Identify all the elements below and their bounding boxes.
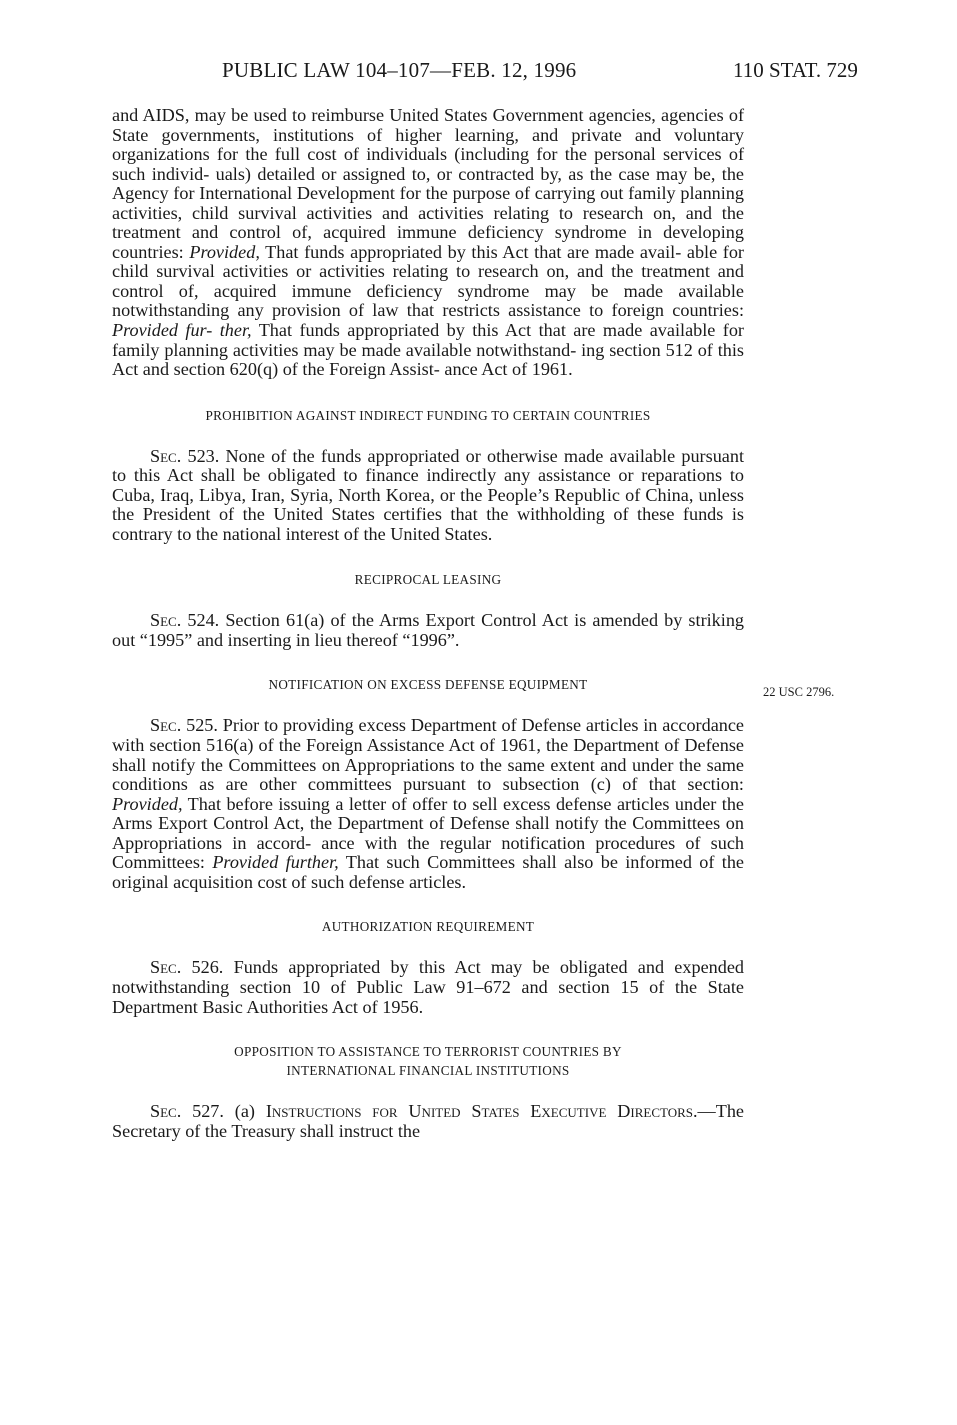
provided-further-clause: Provided fur- ther, xyxy=(112,320,252,341)
section-text: That before issuing a letter of offer to sell excess defense articles under the Arms Export Control Act, the Department of Defense shall notify the Committees on Appropriations in accord- ance with the regular notification procedures of such Committees: xyxy=(112,793,744,873)
section-heading-527-line1: OPPOSITION TO ASSISTANCE TO TERRORIST COUNTRIES BY xyxy=(234,1044,622,1060)
section-heading-524: RECIPROCAL LEASING xyxy=(354,572,502,588)
section-524 xyxy=(112,611,744,650)
paragraph-aids-continuation xyxy=(112,106,744,380)
section-heading-526: AUTHORIZATION REQUIREMENT xyxy=(321,919,535,935)
section-heading-523: PROHIBITION AGAINST INDIRECT FUNDING TO CERTAIN COUNTRIES xyxy=(205,407,651,423)
document-body xyxy=(112,106,744,1141)
section-heading-525: NOTIFICATION ON EXCESS DEFENSE EQUIPMENT xyxy=(268,677,588,693)
subsection-caption: Instructions for United States Executive Directors xyxy=(265,1101,693,1122)
usc-margin-note: 22 USC 2796. xyxy=(763,685,835,699)
section-text: Section 61(a) of the Arms Export Control Act is amended by striking out “1995” and inserting in lieu thereof “1996”. xyxy=(112,610,745,650)
paragraph-text: That funds appropriated by this Act that are made available for family planning activities may be made available notwithstand- ing section 512 of this Act and section 620(q) of the Foreign Assist- ance Act of 1961. xyxy=(112,320,744,380)
section-text: .—The Secretary of the Treasury shall instruct the xyxy=(112,1101,744,1141)
paragraph-text: That funds appropriated by this Act that are made avail- able for child survival activities or activities relating to research on, and the treatment and control of, acquired immune deficiency syndrome may be made available notwithstanding any provision of law that restricts assistance to foreign countries: xyxy=(112,241,744,321)
provided-clause: Provided, xyxy=(189,241,260,262)
section-number: . 524. xyxy=(176,610,220,631)
running-head: PUBLIC LAW 104–107—FEB. 12, 1996 xyxy=(222,58,577,82)
page-number: 110 STAT. 729 xyxy=(733,58,858,82)
provided-clause: Provided, xyxy=(112,793,183,814)
section-number: . 525. xyxy=(176,715,218,736)
section-heading-527-line2: INTERNATIONAL FINANCIAL INSTITUTIONS xyxy=(286,1063,570,1079)
provided-further-clause: Provided further, xyxy=(212,852,339,873)
section-label: Sec xyxy=(150,445,177,466)
section-527 xyxy=(112,1102,744,1141)
section-number: . 523. xyxy=(176,445,220,466)
section-text: None of the funds appropriated or otherwise made available pursuant to this Act shall be obligated to finance indirectly any assistance or reparations to Cuba, Iraq, Libya, Iran, Syria, North Korea, or the People’s Republic of China, unless the President of the United States certifies that the withholding of these funds is contrary to the national interest of the United States. xyxy=(112,445,745,544)
section-label: Sec xyxy=(150,957,177,978)
section-label: Sec xyxy=(150,1101,177,1122)
section-text: Prior to providing excess Department of Defense articles in accordance with section 516(a) of the Foreign Assistance Act of 1961, the Department of Defense shall notify the Committees on Appropriations to the same extent and under the same conditions as are other committees pursuant to subsection (c) of that section: xyxy=(112,715,745,795)
section-526 xyxy=(112,958,744,1017)
section-text: That such Committees shall also be informed of the original acquisition cost of such defense articles. xyxy=(112,852,744,892)
section-525 xyxy=(112,716,744,892)
section-label: Sec xyxy=(150,715,177,736)
section-523 xyxy=(112,447,744,545)
section-number: . 527. (a) xyxy=(176,1101,266,1122)
section-number: . 526. xyxy=(176,957,224,978)
section-text: Funds appropriated by this Act may be obligated and expended notwithstanding section 10 of Public Law 91–672 and section 15 of the State Department Basic Authorities Act of 1956. xyxy=(112,957,744,1017)
paragraph-text: and AIDS, may be used to reimburse United States Government agencies, agencies of State governments, institutions of higher learning, and private and voluntary organizations for the full cost of individuals (including for the personal services of such individ- uals) detailed or assigned to, or contracted by, as the case may be, the Agency for International Development for the purpose of carrying out family planning activities, child survival activities and activities relating to research on, and the treatment and control of, acquired immune deficiency syndrome in developing countries: xyxy=(112,105,744,262)
section-label: Sec xyxy=(150,610,177,631)
